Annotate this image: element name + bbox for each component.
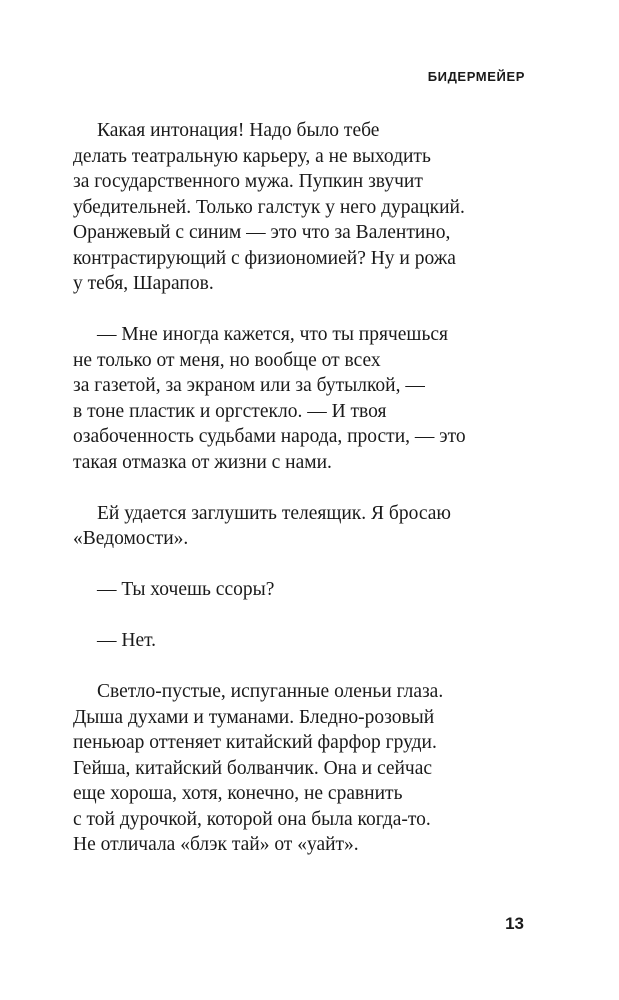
paragraph	[73, 501, 543, 552]
body-text	[73, 118, 543, 883]
text-line: Гейша, китайский болванчик. Она и сейчас	[73, 757, 433, 779]
text-line: такая отмазка от жизни с нами.	[73, 451, 332, 473]
paragraph	[73, 577, 543, 603]
text-line: Дыша духами и туманами. Бледно-розовый	[73, 706, 435, 728]
text-line: — Ты хочешь ссоры?	[97, 579, 275, 600]
text-line: у тебя, Шарапов.	[73, 273, 214, 294]
text-line: за газетой, за экраном или за бутылкой, —	[73, 375, 425, 396]
text-line: не только от меня, но вообще от всех	[73, 349, 381, 371]
text-line: еще хороша, хотя, конечно, не сравнить	[73, 783, 403, 804]
text-line: Оранжевый с синим — это что за Валентино,	[73, 222, 451, 243]
text-line: Не отличала «блэк тай» от «уайт».	[73, 834, 359, 855]
text-line: за государственного мужа. Пупкин звучит	[73, 171, 423, 192]
paragraph	[73, 118, 543, 297]
text-line: пеньюар оттеняет китайский фарфор груди.	[73, 732, 437, 753]
text-line: Светло-пустые, испуганные оленьи глаза.	[97, 681, 444, 702]
text-line: убедительней. Только галстук у него дурацкий.	[73, 196, 465, 218]
text-line: озабоченность судьбами народа, прости, — это	[73, 426, 466, 447]
text-line: — Мне иногда кажется, что ты прячешься	[97, 324, 448, 345]
text-line: в тоне пластик и оргстекло. — И твоя	[73, 400, 387, 422]
page-number: 13	[505, 914, 524, 933]
text-line: с той дурочкой, которой она была когда-то.	[73, 808, 431, 830]
text-line: делать театральную карьеру, а не выходить	[73, 145, 431, 167]
paragraph	[73, 679, 543, 858]
paragraph	[73, 322, 543, 475]
running-head: БИДЕРМЕЙЕР	[427, 69, 525, 84]
text-line: Какая интонация! Надо было тебе	[97, 120, 380, 141]
text-line: Ей удается заглушить телеящик. Я бросаю	[97, 502, 451, 524]
text-line: — Нет.	[97, 630, 157, 651]
text-line: «Ведомости».	[73, 528, 189, 549]
paragraph	[73, 628, 543, 654]
text-line: контрастирующий с физиономией? Ну и рожа	[73, 247, 456, 269]
